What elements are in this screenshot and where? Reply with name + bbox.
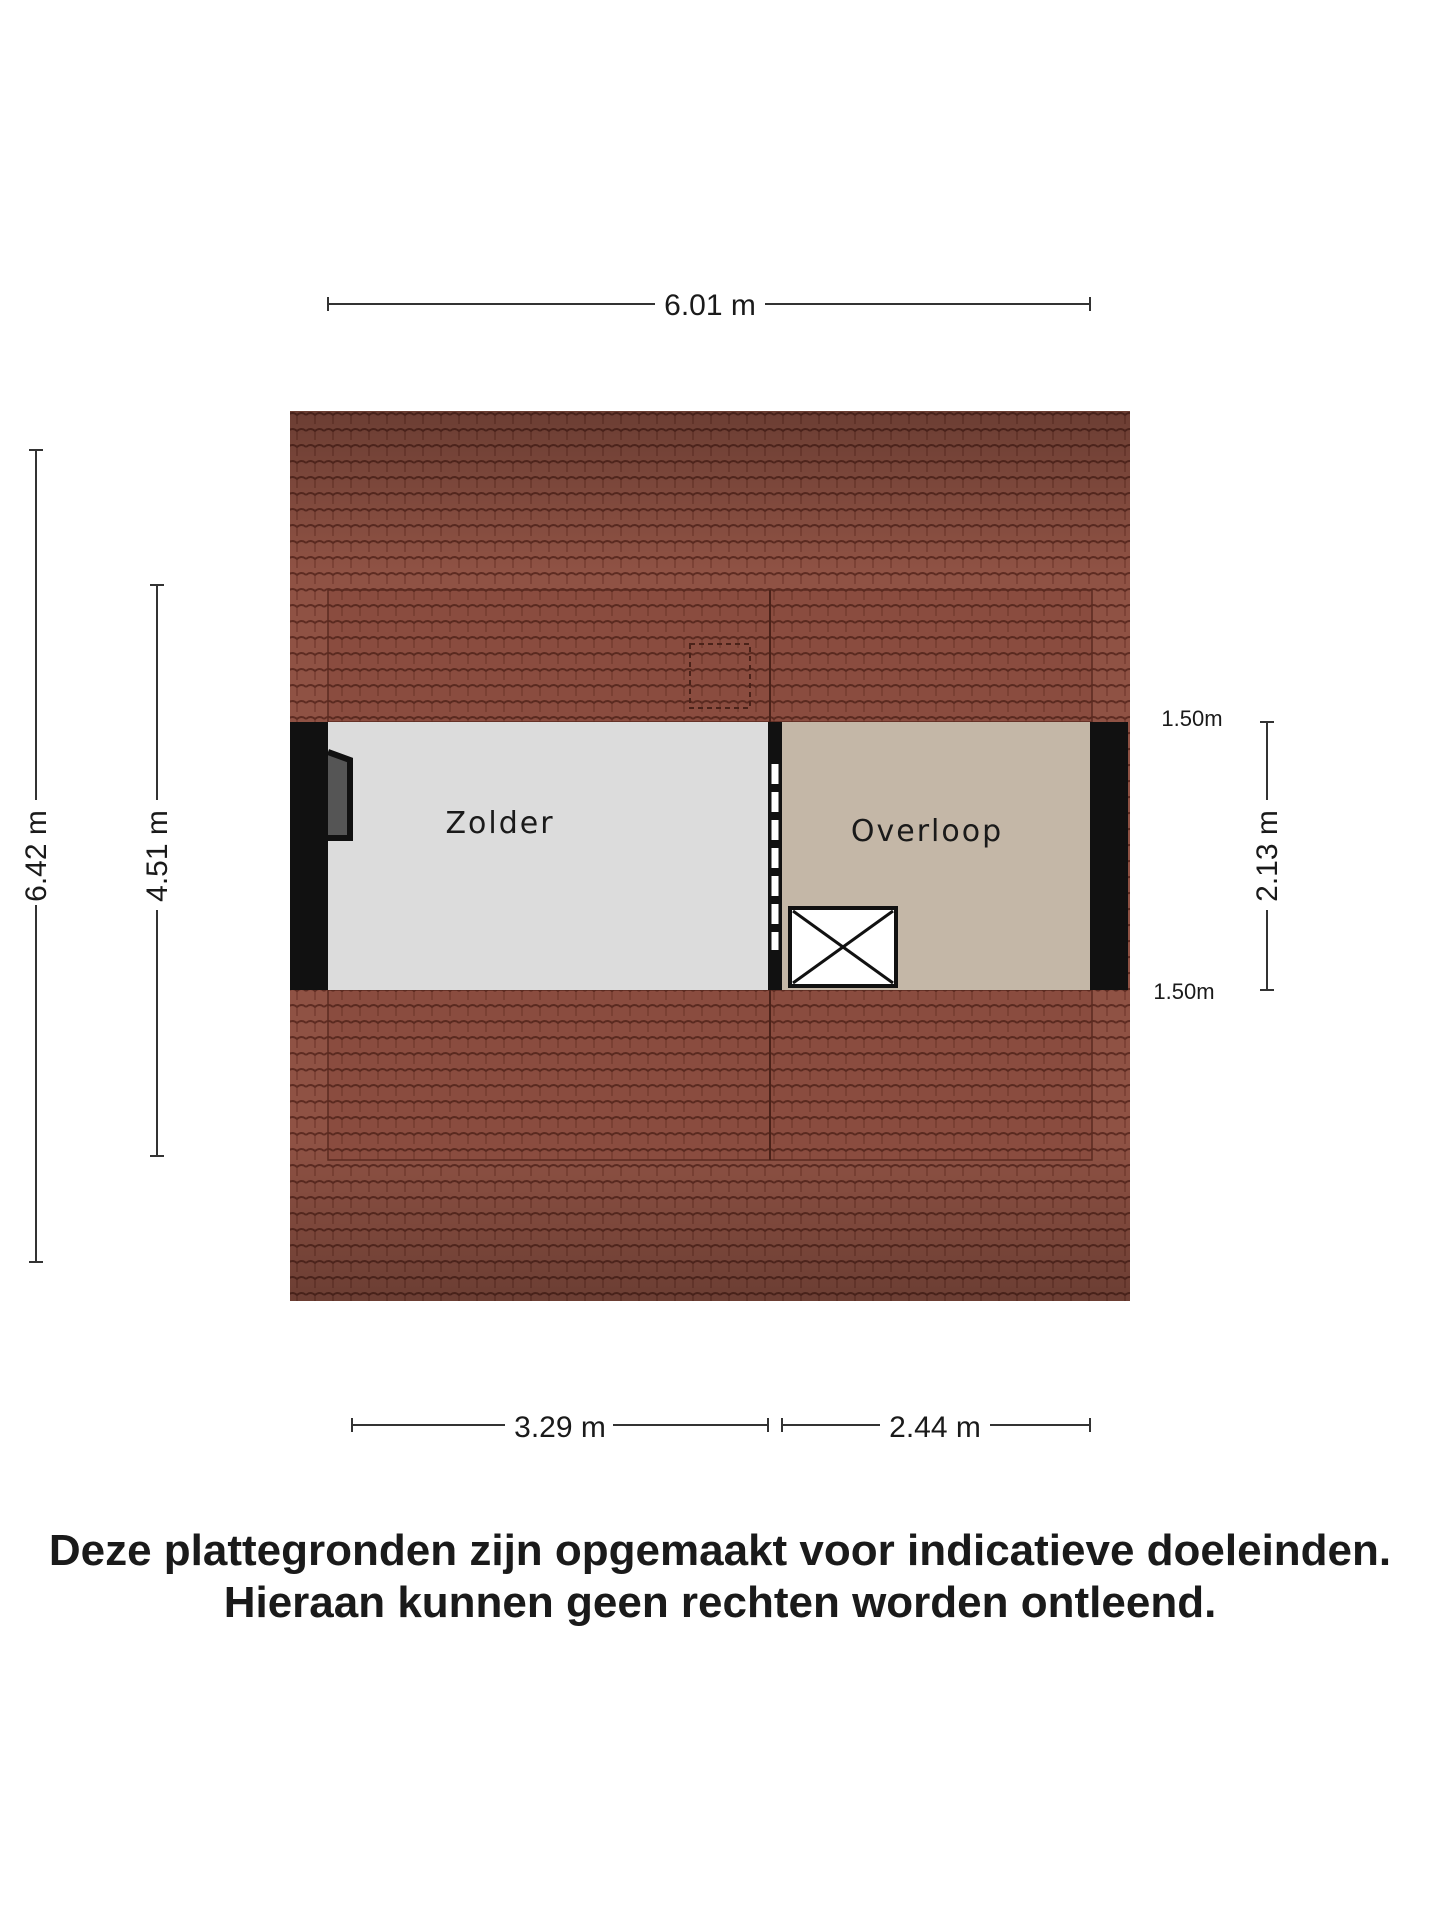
dim-overall-width-label: 6.01 m [664, 289, 756, 322]
dim-inner-depth [141, 585, 174, 1156]
dim-right-height-label: 2.13 m [1251, 810, 1284, 902]
dim-zolder-width-label: 3.29 m [514, 1411, 606, 1444]
room-label-overloop: Overloop [850, 814, 1004, 849]
disclaimer-line-2: Hieraan kunnen geen rechten worden ontleend. [223, 1578, 1217, 1627]
roof-panel-bottom [328, 990, 1092, 1160]
disclaimer-line-1: Deze plattegronden zijn opgemaakt voor indicatieve doeleinden. [48, 1526, 1392, 1575]
dim-zolder-width [352, 1411, 768, 1444]
dim-overall-width [328, 289, 1090, 322]
wall-left [290, 722, 328, 990]
height-label-top: 1.50m [1161, 706, 1223, 731]
dim-overloop-width [782, 1411, 1090, 1444]
stair-hatch [790, 908, 896, 986]
disclaimer [0, 1525, 1440, 1629]
wall-right [1090, 722, 1128, 990]
dim-inner-depth-label: 4.51 m [141, 810, 174, 902]
dim-overloop-width-label: 2.44 m [889, 1411, 981, 1444]
dim-overall-depth [20, 450, 53, 1262]
dim-overall-depth-label: 6.42 m [20, 810, 53, 902]
dim-right-height [1251, 722, 1284, 990]
height-label-bottom: 1.50m [1153, 979, 1215, 1004]
roof-panel-top [328, 590, 1092, 722]
room-label-zolder: Zolder [445, 806, 555, 841]
left-wall-element [328, 752, 350, 838]
zolder-floor [328, 722, 768, 990]
